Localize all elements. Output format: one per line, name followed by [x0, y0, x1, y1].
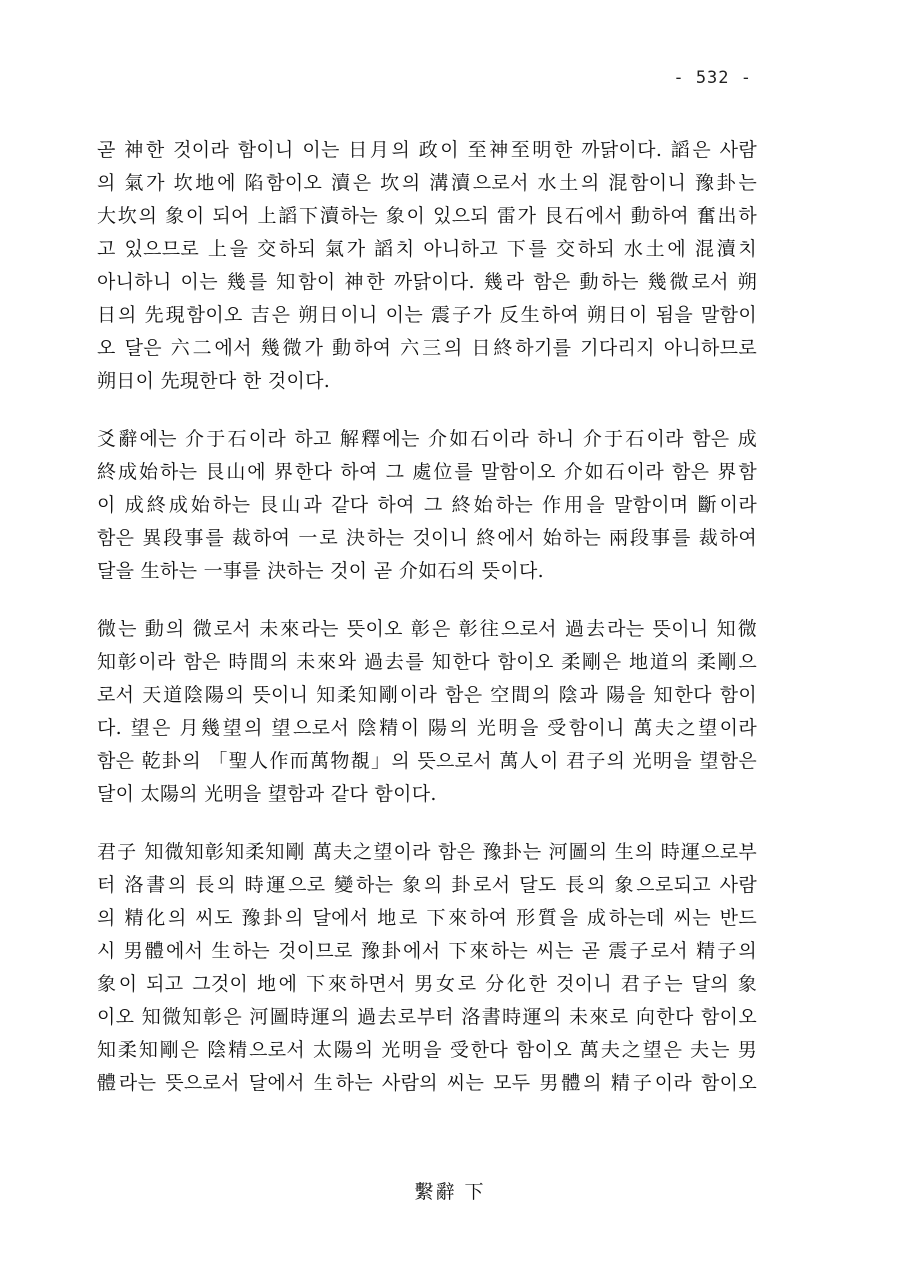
- text-line: 이오 知微知彰은 河圖時運의 過去로부터 洛書時運의 未來로 向한다 함이오: [97, 1006, 757, 1028]
- text-line: 곧 神한 것이라 함이니 이는 日月의 政이 至神至明한 까닭이다. 謟은 사람: [97, 139, 757, 161]
- text-line: 아니하니 이는 幾를 知함이 神한 까닭이다. 幾라 함은 動하는 幾微로서 朔: [97, 271, 757, 293]
- text-line: 로서 天道陰陽의 뜻이니 知柔知剛이라 함은 空間의 陰과 陽을 知한다 함이: [97, 684, 757, 706]
- text-line: 微는 動의 微로서 未來라는 뜻이오 彰은 彰往으로서 過去라는 뜻이니 知微: [97, 618, 757, 640]
- text-line: 고 있으므로 上을 交하되 氣가 謟치 아니하고 下를 交하되 水土에 混瀆치: [97, 238, 757, 260]
- text-line: 시 男體에서 生하는 것이므로 豫卦에서 下來하는 씨는 곧 震子로서 精子의: [97, 940, 757, 962]
- text-line: 大坎의 象이 되어 上謟下瀆하는 象이 있으되 雷가 艮石에서 動하여 奮出하: [97, 205, 757, 227]
- paragraph-2: [97, 423, 757, 588]
- page-number: - 532 -: [673, 68, 752, 88]
- text-line: 終成始하는 艮山에 界한다 하여 그 處位를 말함이오 介如石이라 함은 界함: [97, 461, 757, 483]
- paragraph-1: [97, 134, 757, 398]
- text-line: 다. 望은 月幾望의 望으로서 陰精이 陽의 光明을 受함이니 萬夫之望이라: [97, 717, 757, 739]
- text-line: 君子 知微知彰知柔知剛 萬夫之望이라 함은 豫卦는 河圖의 生의 時運으로부: [97, 841, 757, 863]
- text-line: 달을 生하는 一事를 決하는 것이 곧 介如石의 뜻이다.: [97, 560, 544, 582]
- text-line: 體라는 뜻으로서 달에서 生하는 사람의 씨는 모두 男體의 精子이라 함이오: [97, 1072, 757, 1094]
- text-line: 함은 異段事를 裁하여 一로 決하는 것이니 終에서 始하는 兩段事를 裁하여: [97, 527, 757, 549]
- text-line: 달이 太陽의 光明을 望함과 같다 함이다.: [97, 783, 437, 805]
- text-line: 爻辭에는 介于石이라 하고 解釋에는 介如石이라 하니 介于石이라 함은 成: [97, 428, 757, 450]
- paragraph-3: [97, 613, 757, 811]
- running-footer: 繫辭 下: [414, 1181, 486, 1203]
- text-line: 의 氣가 坎地에 陷함이오 瀆은 坎의 溝瀆으로서 水土의 混함이니 豫卦는: [97, 172, 757, 194]
- text-line: 이 成終成始하는 艮山과 같다 하여 그 終始하는 作用을 말함이며 斷이라: [97, 494, 757, 516]
- text-line: 日의 先現함이오 吉은 朔日이니 이는 震子가 反生하여 朔日이 됨을 말함이: [97, 304, 757, 326]
- text-line: 知柔知剛은 陰精으로서 太陽의 光明을 受한다 함이오 萬夫之望은 夫는 男: [97, 1039, 757, 1061]
- text-line: 오 달은 六二에서 幾微가 動하여 六三의 日終하기를 기다리지 아니하므로: [97, 337, 757, 359]
- text-line: 朔日이 先現한다 한 것이다.: [97, 370, 331, 392]
- body-text: [97, 134, 757, 1125]
- paragraph-4: [97, 836, 757, 1100]
- text-line: 터 洛書의 長의 時運으로 變하는 象의 卦로서 달도 長의 象으로되고 사람: [97, 874, 757, 896]
- text-line: 知彰이라 함은 時間의 未來와 過去를 知한다 함이오 柔剛은 地道의 柔剛으: [97, 651, 757, 673]
- text-line: 의 精化의 씨도 豫卦의 달에서 地로 下來하여 形質을 成하는데 씨는 반드: [97, 907, 757, 929]
- text-line: 象이 되고 그것이 地에 下來하면서 男女로 分化한 것이니 君子는 달의 象: [97, 973, 757, 995]
- text-line: 함은 乾卦의 「聖人作而萬物覩」의 뜻으로서 萬人이 君子의 光明을 望함은: [97, 750, 757, 772]
